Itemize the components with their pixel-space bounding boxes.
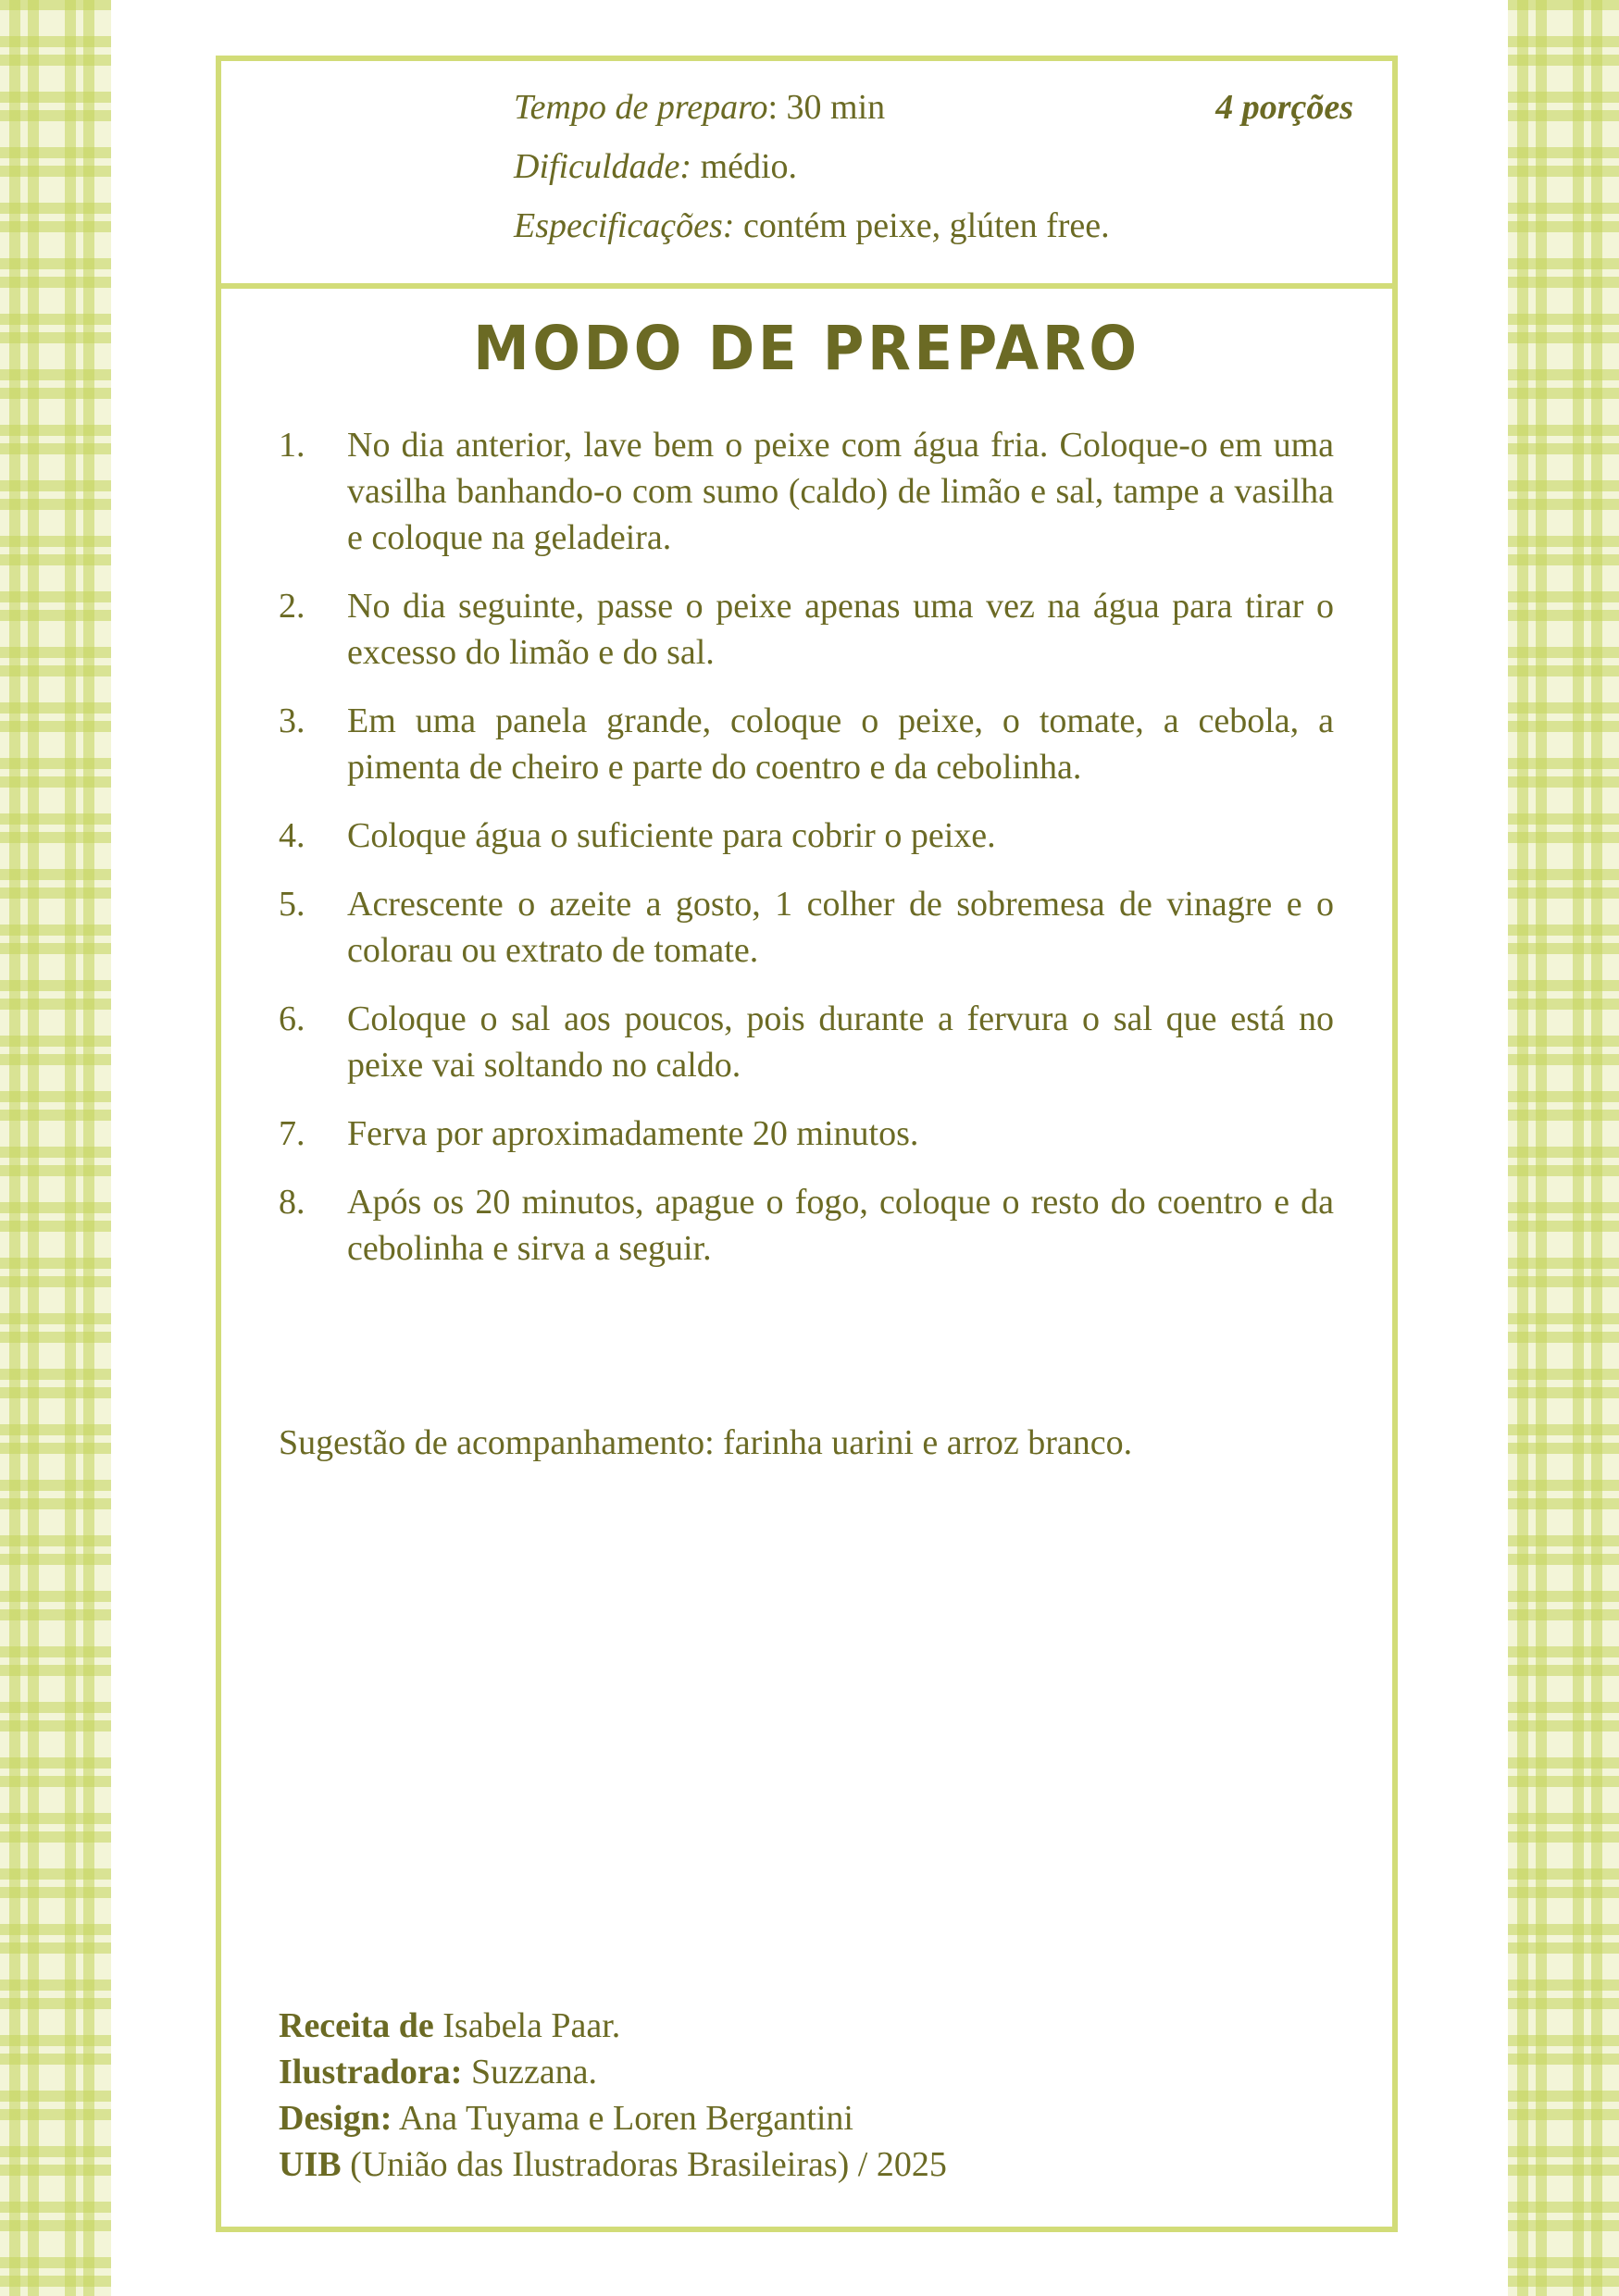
step-item	[279, 996, 1334, 1088]
serving-suggestion: Sugestão de acompanhamento: farinha uarini e arroz branco.	[279, 1423, 1133, 1462]
step-text: Em uma panela grande, coloque o peixe, o tomate, a cebola, a pimenta de cheiro e parte do coentro e da cebolinha.	[347, 701, 1334, 787]
specifications-label: Especificações:	[514, 206, 735, 245]
section-title: MODO DE PREPARO	[473, 313, 1140, 384]
credit-design-value: Ana Tuyama e Loren Bergantini	[392, 2099, 853, 2138]
step-item	[279, 881, 1334, 974]
step-text: Acrescente o azeite a gosto, 1 colher de sobremesa de vinagre e o colorau ou extrato de tomate.	[347, 885, 1334, 970]
specifications	[514, 204, 1110, 248]
step-item	[279, 422, 1334, 561]
difficulty-value: médio.	[691, 147, 798, 186]
step-text: Coloque o sal aos poucos, pois durante a fervura o sal que está no peixe vai soltando no caldo.	[347, 999, 1334, 1085]
credit-design-label: Design:	[279, 2099, 392, 2138]
prep-time	[514, 85, 885, 130]
credit-recipe-value: Isabela Paar.	[433, 2006, 621, 2045]
step-text: Após os 20 minutos, apague o fogo, coloque o resto do coentro e da cebolinha e sirva a seguir.	[347, 1183, 1334, 1268]
prep-time-label: Tempo de preparo	[514, 88, 768, 127]
credit-organization-value: (União das Ilustradoras Brasileiras) / 2025	[341, 2145, 947, 2184]
difficulty-label: Dificuldade:	[514, 147, 692, 186]
credit-organization-label: UIB	[279, 2145, 342, 2184]
prep-time-value: : 30 min	[767, 88, 886, 127]
step-number: 7.	[279, 1114, 305, 1153]
credits	[279, 2003, 947, 2188]
step-number: 8.	[279, 1183, 305, 1222]
step-number: 3.	[279, 701, 305, 740]
step-number: 4.	[279, 816, 305, 855]
step-item	[279, 1111, 1334, 1157]
step-number: 1.	[279, 426, 305, 465]
credit-illustrator	[279, 2049, 947, 2095]
plaid-border-left	[0, 0, 111, 2296]
credit-recipe	[279, 2003, 947, 2049]
difficulty	[514, 144, 797, 189]
step-number: 5.	[279, 885, 305, 924]
credit-recipe-label: Receita de	[279, 2006, 434, 2045]
step-text: No dia seguinte, passe o peixe apenas uma vez na água para tirar o excesso do limão e do sal.	[347, 587, 1334, 672]
step-item	[279, 698, 1334, 790]
credit-design	[279, 2095, 947, 2141]
step-item	[279, 813, 1334, 859]
step-text: No dia anterior, lave bem o peixe com água fria. Coloque-o em uma vasilha banhando-o com sumo (caldo) de limão e sal, tampe a vasilha e coloque na geladeira.	[347, 426, 1334, 557]
step-number: 2.	[279, 587, 305, 626]
credit-illustrator-value: Suzzana.	[462, 2053, 598, 2091]
recipe-info-box	[221, 61, 1392, 289]
portions: 4 porções	[1215, 88, 1353, 127]
step-text: Coloque água o suficiente para cobrir o peixe.	[347, 816, 996, 855]
credit-illustrator-label: Ilustradora:	[279, 2053, 463, 2091]
step-item	[279, 1179, 1334, 1272]
plaid-border-right	[1508, 0, 1619, 2296]
recipe-card	[216, 56, 1398, 2232]
specifications-value: contém peixe, glúten free.	[734, 206, 1110, 245]
step-number: 6.	[279, 999, 305, 1038]
step-text: Ferva por aproximadamente 20 minutos.	[347, 1114, 919, 1153]
credit-organization	[279, 2141, 947, 2188]
step-item	[279, 583, 1334, 676]
steps-list	[279, 422, 1334, 1294]
